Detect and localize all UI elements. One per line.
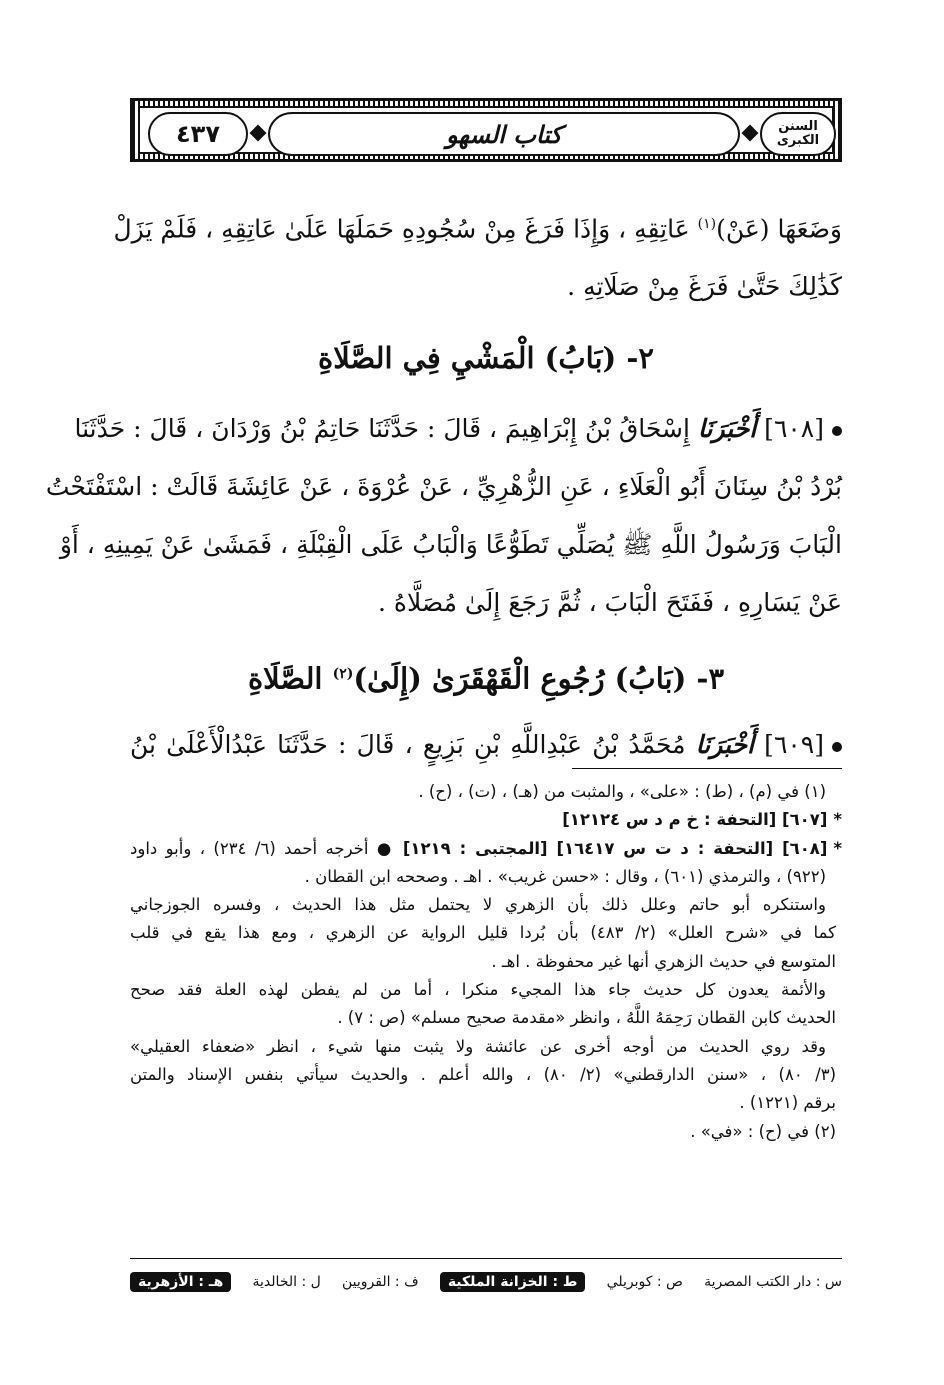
main-text xyxy=(45,195,842,774)
note-608-line: (٩٢٢) ، والترمذي (٦٠١) ، وقال : «حسن غريب» . اهـ . وصححه ابن القطان . xyxy=(304,866,826,886)
hadith-608-line: [٦٠٨] أَخْبَرَنَا إِسْحَاقُ بْنُ إِبْرَاهِيمَ ، قَالَ : حَدَّثَنَا حَاتِمُ بْنُ وَرْدَانَ ، قَالَ : حَدَّثَنَا xyxy=(130,400,842,458)
bullet-icon xyxy=(832,426,842,436)
footnotes xyxy=(130,778,842,1146)
note-608-line: الحديث كابن القطان رَحِمَهُ اللَّهُ ، وانظر «مقدمة صحيح مسلم» (ص : ٧) . xyxy=(337,1008,836,1028)
page-header xyxy=(130,98,842,162)
note-608-line: كما في «شرح العلل» (٢/ ٤٨٣) بأن بُردا قليل الرواية عن الزهري ، ومع هذا يقع في قلب xyxy=(130,923,836,943)
diamond-ornament-icon xyxy=(742,125,759,142)
book-logo-cartouche xyxy=(760,112,836,156)
manuscript-legend xyxy=(130,1268,842,1296)
note-608-line: برقم (١٢٢١) . xyxy=(739,1093,836,1113)
chapter-title: كتاب السهو xyxy=(446,119,562,149)
legend-ha: هـ : الأزهرية xyxy=(130,1272,231,1292)
bullet-icon: ● xyxy=(376,838,395,858)
text-line: وَضَعَهَا (عَنْ)$^{(١)}$ عَاتِقِهِ ، وَإِذَا فَرَغَ مِنْ سُجُودِهِ حَمَلَهَا عَلَىٰ عَاتِقِهِ ، فَلَمْ يَزَلْ xyxy=(113,214,842,244)
note-607: *[٦٠٧] [التحفة : خ م د س ١٢١٢٤] xyxy=(562,810,842,830)
hadith-608-line: الْبَابَ وَرَسُولُ اللَّهِ ﷺ يُصَلِّي تَطَوُّعًا وَالْبَابُ عَلَى الْقِبْلَةِ ، فَمَشَىٰ عَنْ يَمِينِهِ ، أَوْ xyxy=(59,530,842,560)
legend-separator xyxy=(130,1258,842,1259)
note-608-line: وقد روي الحديث من أوجه أخرى عن عائشة ولا يثبت منها شيء ، انظر «ضعفاء العقيلي» xyxy=(130,1036,826,1056)
asterisk-icon: * xyxy=(833,838,843,858)
legend-sad: ص : كوبريلي xyxy=(606,1274,683,1290)
legend-lam: ل : الخالدية xyxy=(252,1274,321,1290)
legend-fa: ف : القرويين xyxy=(341,1274,419,1290)
diamond-ornament-icon xyxy=(250,125,267,142)
note-608-line: واستنكره أبو حاتم وعلل ذلك بأن الزهري لا يحتمل مثل هذا الحديث ، وفسره الجوزجاني xyxy=(130,895,826,915)
legend-s: س : دار الكتب المصرية xyxy=(704,1274,842,1290)
page-number: ٤٣٧ xyxy=(176,120,220,148)
text-line: كَذَٰلِكَ حَتَّىٰ فَرَغَ مِنْ صَلَاتِهِ . xyxy=(567,272,842,302)
book-logo: السنن الكبرى xyxy=(776,119,820,148)
footnote-ref: (١) xyxy=(697,216,717,232)
bullet-icon xyxy=(832,742,842,752)
legend-ta: ط : الخزانة الملكية xyxy=(440,1272,586,1292)
footnote-2: (٢) في (ح) : «في» . xyxy=(690,1121,836,1141)
note-608-line: المتوسع في حديث الزهري أنها غير محفوظة . اهـ . xyxy=(491,951,836,971)
footnote-ref: (٢) xyxy=(332,666,354,683)
note-608-line: والأئمة يعدون كل حديث جاء هذا المجيء منكرا ، أما من لم يفطن لهذه العلة فقد صحح xyxy=(130,980,826,1000)
note-608-line: (٣/ ٨٠) ، «سنن الدارقطني» (٢/ ٨٠) ، والله أعلم . والحديث سيأتي بنفس الإسناد والمتن xyxy=(130,1064,836,1084)
chapter-title-cartouche xyxy=(268,112,740,156)
hadith-609-line: [٦٠٩] أَخْبَرَنَا مُحَمَّدُ بْنُ عَبْدِاللَّهِ بْنِ بَزِيعٍ ، قَالَ : حَدَّثَنَا عَبْدُالْأَعْلَىٰ بْنُ xyxy=(130,716,842,774)
hadith-608-line: بُرْدُ بْنُ سِنَانَ أَبُو الْعَلَاءِ ، عَنِ الزُّهْرِيِّ ، عَنْ عُرْوَةَ ، عَنْ عَائِشَةَ قَالَتْ : اسْتَفْتَحْتُ xyxy=(45,472,842,502)
note-608: *[٦٠٨] [التحفة : د ت س ١٦٤١٧] [المجتبى : ١٢١٩] ● أخرجه أحمد (٦/ ٢٣٤) ، وأبو داود xyxy=(130,838,843,858)
hadith-608-line: عَنْ يَسَارِهِ ، فَفَتَحَ الْبَابَ ، ثُمَّ رَجَعَ إِلَىٰ مُصَلَّاهُ . xyxy=(377,588,842,618)
page-number-cartouche xyxy=(148,112,248,156)
section-heading-3: ٣- (بَابُ) رُجُوعِ الْقَهْقَرَىٰ (إِلَىٰ)$^{(٢)}$ الصَّلَاةِ xyxy=(247,661,725,696)
footnote-1: (١) في (م) ، (ط) : «على» ، والمثبت من (هـ) ، (ت) ، (ح) . xyxy=(418,782,826,801)
footnote-separator xyxy=(572,768,842,769)
header-inner-frame xyxy=(138,106,834,154)
asterisk-icon: * xyxy=(833,810,842,830)
section-heading-2: ٢- (بَابُ) الْمَشْيِ فِي الصَّلَاةِ xyxy=(318,341,654,376)
